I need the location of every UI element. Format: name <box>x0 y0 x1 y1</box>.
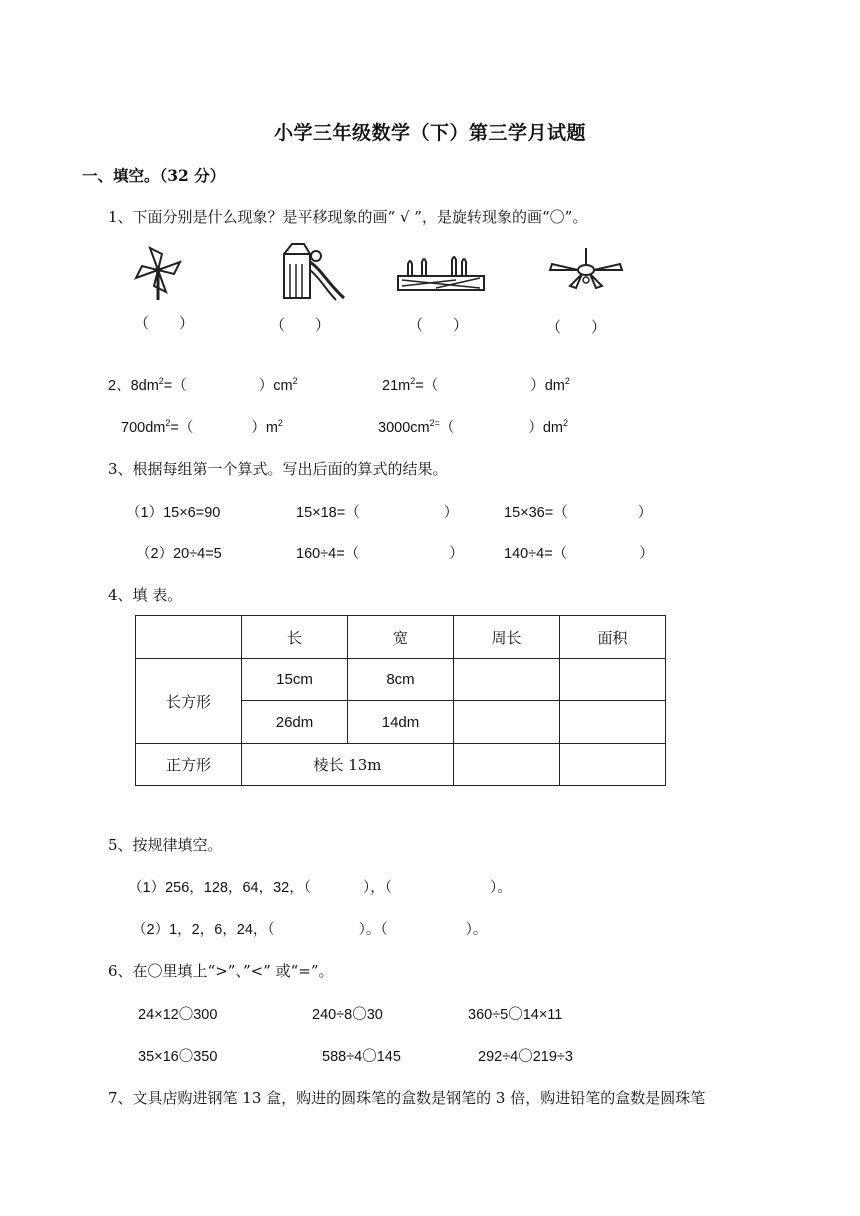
compare-item: 240÷8〇30 <box>312 1007 383 1023</box>
table-cell: 8cm <box>348 659 454 701</box>
question-2-row-2a: $700dm^2=$（ ）$m^2$ <box>121 418 283 436</box>
table-answer-cell[interactable] <box>454 659 560 701</box>
table-answer-cell[interactable] <box>454 701 560 744</box>
question-4-text: 4、填 表。 <box>108 586 183 604</box>
compare-item: 360÷5〇14×11 <box>468 1007 563 1023</box>
table-header-width: 宽 <box>348 616 454 659</box>
table-header-area: 面积 <box>560 616 666 659</box>
question-6-text: 6、在〇里填上“>”、”<” 或“=”。 <box>108 962 334 980</box>
table-rectangle-label: 长方形 <box>136 659 242 744</box>
table-corner-cell <box>136 616 242 659</box>
question-3-row-1-given: （1）15×6=90 <box>126 505 221 521</box>
compare-item: 24×12〇300 <box>138 1007 218 1023</box>
page-title: 小学三年级数学（下）第三学月试题 <box>273 122 586 144</box>
compare-item: 588÷4〇145 <box>322 1049 401 1065</box>
table-header-length: 长 <box>242 616 348 659</box>
question-3-text: 3、根据每组第一个算式。写出后面的算式的结果。 <box>108 460 448 478</box>
table-answer-cell[interactable] <box>560 659 666 701</box>
answer-blank[interactable]: （ ） <box>546 318 607 336</box>
question-2-row-1b: $21m^2=$（ ）$dm^2$ <box>382 376 570 394</box>
ceiling-fan-icon <box>546 246 626 296</box>
question-5-row-2: （2）1，2，6，24，（ ）。（ ）。 <box>132 922 488 938</box>
table-answer-cell[interactable] <box>560 701 666 744</box>
table-square-side: 棱长 13m <box>242 744 454 786</box>
answer-blank[interactable]: （ ） <box>408 316 469 334</box>
answer-blank[interactable]: （ ） <box>270 316 331 334</box>
question-3-row-1-blank-b: 15×36=（ ） <box>504 505 653 521</box>
bowling-icon <box>396 250 486 296</box>
fill-in-table <box>135 615 666 786</box>
question-7-text: 7、文具店购进钢笔 13 盒，购进的圆珠笔的盒数是钢笔的 3 倍，购进铅笔的盒数是圆珠笔 <box>108 1089 706 1107</box>
question-3-row-2-given: （2）20÷4=5 <box>136 546 222 562</box>
answer-blank[interactable]: （ ） <box>134 314 195 332</box>
question-3-row-2-blank-b: 140÷4=（ ） <box>504 546 654 562</box>
table-cell: 15cm <box>242 659 348 701</box>
table-answer-cell[interactable] <box>560 744 666 786</box>
slide-icon <box>278 240 350 306</box>
table-cell: 14dm <box>348 701 454 744</box>
question-5-text: 5、按规律填空。 <box>108 836 223 854</box>
question-3-row-2-blank-a: 160÷4=（ ） <box>296 546 464 562</box>
table-square-label: 正方形 <box>136 744 242 786</box>
table-answer-cell[interactable] <box>454 744 560 786</box>
compare-item: 35×16〇350 <box>138 1049 218 1065</box>
question-2-row-2b: $3000cm^{2=}$（ ）$dm^2$ <box>378 418 569 436</box>
question-5-row-1: （1）256，128，64，32，（ ），（ ）。 <box>128 880 512 896</box>
table-cell: 26dm <box>242 701 348 744</box>
pinwheel-icon <box>130 240 190 305</box>
question-3-row-1-blank-a: 15×18=（ ） <box>296 505 459 521</box>
table-header-perimeter: 周长 <box>454 616 560 659</box>
compare-item: 292÷4〇219÷3 <box>478 1049 573 1065</box>
question-2-row-1a: 2、$8dm^2=$（ ）$cm^2$ <box>108 376 298 394</box>
question-1-text: 1、下面分别是什么现象？是平移现象的画“ √ ”，是旋转现象的画“〇”。 <box>108 208 588 226</box>
section-heading: 一、填空。（32 分） <box>82 166 226 185</box>
